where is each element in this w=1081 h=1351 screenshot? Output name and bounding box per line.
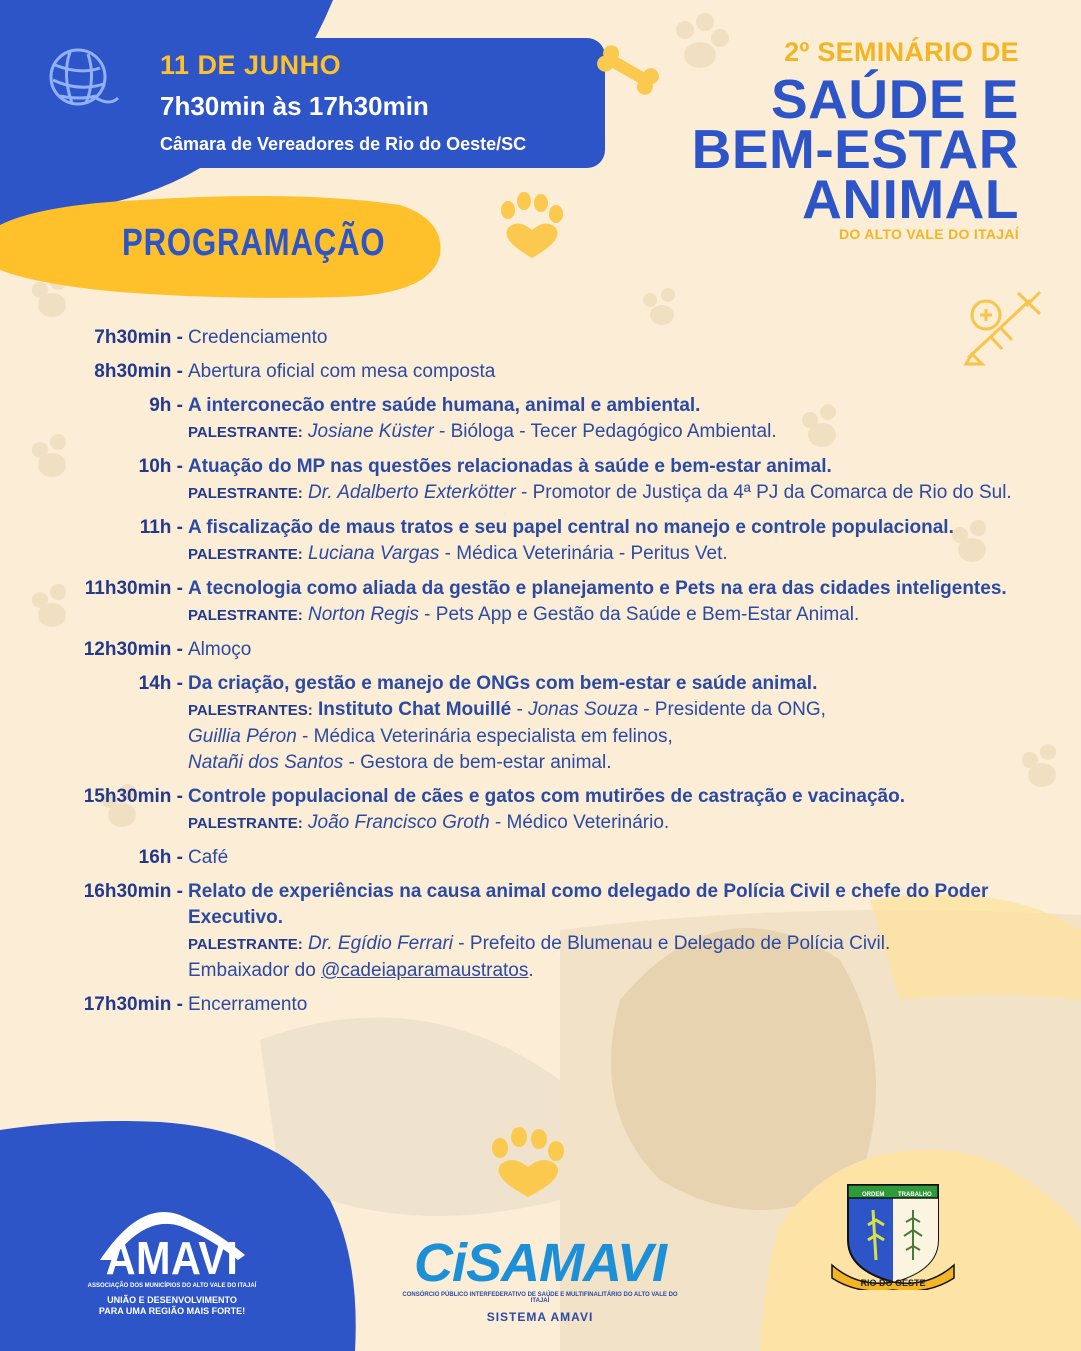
speaker-role: - Presidente da ONG,	[637, 699, 826, 720]
speaker-line	[188, 419, 1048, 446]
crest-word-1: ORDEM	[862, 1192, 885, 1198]
schedule-time: 11h -	[139, 517, 183, 538]
title-line-3: ANIMAL	[802, 168, 1019, 230]
schedule-title: Credenciamento	[188, 327, 328, 348]
schedule-title: Café	[188, 847, 229, 868]
rio-do-oeste-crest	[828, 1170, 958, 1290]
schedule-time: 16h30min -	[83, 881, 183, 902]
schedule-time: 11h30min -	[84, 578, 183, 599]
paw-icon	[501, 192, 563, 258]
speaker-label: PALESTRANTE:	[188, 546, 303, 563]
crest-word-2: TRABALHO	[898, 1192, 932, 1198]
cisamavi-system: SISTEMA AMAVI	[486, 1310, 594, 1324]
cisamavi-name: CiSAMAVI	[413, 1233, 666, 1293]
amavi-name: AMAVI	[105, 1232, 239, 1284]
schedule-title: Controle populacional de cães e gatos com mutirões de castração e vacinação.	[188, 786, 905, 807]
speaker-name: Dr. Egídio Ferrari	[308, 933, 454, 954]
schedule-title: Almoço	[188, 639, 252, 660]
speaker-label: PALESTRANTE:	[188, 815, 303, 832]
schedule-time: 8h30min -	[94, 361, 183, 382]
speaker-role: - Médica Veterinária - Peritus Vet.	[439, 543, 728, 564]
event-time: 7h30min às 17h30min	[160, 91, 429, 121]
speaker-role: - Promotor de Justiça da 4ª PJ da Comarca de Rio do Sul.	[515, 482, 1012, 503]
amavi-tagline	[82, 1295, 262, 1317]
speaker-line	[188, 750, 1048, 776]
speaker-line	[188, 724, 1048, 750]
speaker-line	[188, 931, 1048, 958]
schedule-row	[0, 992, 1081, 1018]
schedule-title: Atuação do MP nas questões relacionadas à saúde e bem-estar animal.	[188, 456, 832, 477]
ambassador-end: .	[528, 960, 534, 981]
schedule-title: Abertura oficial com mesa composta	[188, 361, 496, 382]
title-line-2: BEM-ESTAR	[691, 118, 1019, 180]
schedule-row	[0, 325, 1081, 351]
speaker-name: Guillia Péron	[188, 726, 297, 747]
schedule-time: 12h30min -	[83, 639, 183, 660]
schedule-row	[0, 879, 1081, 984]
speaker-name: Norton Regis	[308, 604, 419, 625]
schedule-time: 17h30min -	[83, 994, 183, 1015]
speaker-label: PALESTRANTE:	[188, 936, 303, 953]
schedule-row	[0, 576, 1081, 629]
speaker-line	[188, 810, 1048, 837]
event-date: 11 DE JUNHO	[160, 50, 342, 80]
schedule-title: Relato de experiências na causa animal como delegado de Polícia Civil e chefe do Poder Executivo.	[188, 881, 989, 928]
speaker-role: - Pets App e Gestão da Saúde e Bem-Estar Animal.	[418, 604, 860, 625]
event-info	[160, 50, 526, 155]
speaker-name: Josiane Küster	[308, 421, 434, 442]
speaker-role: - Médica Veterinária especialista em felinos,	[296, 726, 673, 747]
schedule-time: 10h -	[138, 456, 183, 477]
schedule-title: Encerramento	[188, 994, 308, 1015]
speaker-name: Luciana Vargas	[308, 543, 440, 564]
speaker-role: - Prefeito de Blumenau e Delegado de Polícia Civil.	[453, 933, 891, 954]
title-sub: DO ALTO VALE DO ITAJAÍ	[838, 226, 1019, 242]
title-line-1: SAÚDE E	[771, 68, 1019, 130]
speaker-role: - Gestora de bem-estar animal.	[343, 752, 612, 773]
schedule-time: 7h30min -	[94, 327, 183, 348]
schedule-row	[0, 637, 1081, 663]
speaker-line	[188, 541, 1048, 568]
speaker-role: - Bióloga - Tecer Pedagógico Ambiental.	[433, 421, 777, 442]
amavi-tagline-1: UNIÃO E DESENVOLVIMENTO	[107, 1295, 237, 1305]
schedule	[0, 325, 1081, 1026]
schedule-row	[0, 845, 1081, 871]
amavi-sub: ASSOCIAÇÃO DOS MUNICÍPIOS DO ALTO VALE DO ITAJAÍ	[87, 1283, 257, 1289]
speaker-line: PALESTRANTES: Instituto Chat Mouillé - Jonas Souza - Presidente da ONG,	[188, 699, 826, 720]
programacao-heading: PROGRAMAÇÃO	[122, 222, 386, 264]
schedule-title: A fiscalização de maus tratos e seu papel central no manejo e controle populacional.	[188, 517, 954, 538]
speaker-line	[188, 958, 1048, 984]
schedule-time: 15h30min -	[83, 786, 183, 807]
speaker-role: - Médico Veterinário.	[489, 812, 670, 833]
amavi-logo	[82, 1205, 262, 1317]
schedule-row	[0, 359, 1081, 385]
ambassador-text: Embaixador do	[188, 960, 322, 981]
schedule-title: A interconecão entre saúde humana, animal e ambiental.	[188, 395, 701, 416]
amavi-tagline-2: PARA UMA REGIÃO MAIS FORTE!	[98, 1306, 246, 1316]
title-pre: 2º SEMINÁRIO DE	[784, 37, 1019, 67]
schedule-time: 14h -	[138, 673, 183, 694]
speaker-name: João Francisco Groth	[308, 812, 490, 833]
instagram-handle-link[interactable]: @cadeiaparamaustratos	[321, 960, 529, 981]
schedule-title: A tecnologia como aliada da gestão e planejamento e Pets na era das cidades inteligentes.	[188, 578, 1007, 599]
cisamavi-sub: CONSÓRCIO PÚBLICO INTERFEDERATIVO DE SAÚDE E MULTIFINALITÁRIO DO ALTO VALE DO ITAJAÍ	[402, 1292, 678, 1304]
speaker-org: Instituto Chat Mouillé	[318, 699, 512, 720]
speaker-label: PALESTRANTES:	[188, 702, 313, 719]
speaker-label: PALESTRANTE:	[188, 485, 303, 502]
speaker-name: Dr. Adalberto Exterkötter	[308, 482, 516, 503]
speaker-name: Natañi dos Santos	[188, 752, 344, 773]
schedule-time: 9h -	[149, 395, 183, 416]
schedule-row	[0, 784, 1081, 837]
schedule-title: Da criação, gestão e manejo de ONGs com bem-estar e saúde animal.	[188, 673, 818, 694]
speaker-label: PALESTRANTE:	[188, 607, 303, 624]
seminar-title	[692, 37, 1019, 242]
event-venue: Câmara de Vereadores de Rio do Oeste/SC	[160, 134, 527, 154]
schedule-row	[0, 393, 1081, 446]
schedule-time: 16h -	[138, 847, 183, 868]
speaker-line	[188, 602, 1048, 629]
speaker-line	[188, 480, 1048, 507]
schedule-row	[0, 515, 1081, 568]
crest-label: RIO DO OESTE	[860, 1278, 926, 1288]
schedule-row	[0, 454, 1081, 507]
speaker-name: Jonas Souza	[528, 699, 638, 720]
schedule-row	[0, 671, 1081, 776]
speaker-label: PALESTRANTE:	[188, 424, 303, 441]
cisamavi-logo	[400, 1233, 680, 1324]
